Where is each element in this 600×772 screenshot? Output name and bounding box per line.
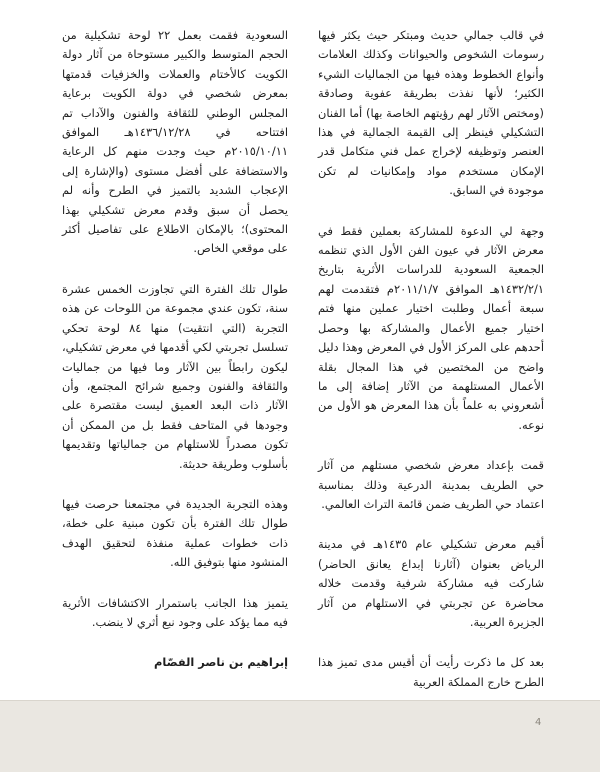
paragraph: السعودية فقمت بعمل ٢٢ لوحة تشكيلية من الحجم المتوسط والكبير مستوحاة من آثار دولة الكويت كالأختام والعملات والخزفيات قدمتها بمعرض شخصي في دولة الكويت برعاية المجلس الوطني للثقافة والفنون والآداب تم افتتاحه في ١٤٣٦/١٢/٢٨هـ الموافق ٢٠١٥/١٠/١١م حيث وجدت منهم كل الرعاية والاستضافة على أفضل مستوى (والإشارة إلى الإعجاب الشديد بالتميز في الطرح وأنه لم يحصل أن سبق وقدم معرض تشكيلي بهذا المحتوى)؛ بالإمكان الاطلاع على تفاصيل أكثر على موقعي الخاص. <box>62 28 288 256</box>
paragraph: يتميز هذا الجانب باستمرار الاكتشافات الأثرية فيه مما يؤكد على وجود نبع أثري لا ينضب. <box>62 595 288 629</box>
paragraph: بعد كل ما ذكرت رأيت أن أقيس مدى تميز هذا الطرح خارج المملكة العربية <box>318 655 544 689</box>
paragraph: طوال تلك الفترة التي تجاوزت الخمس عشرة سنة، تكون عندي مجموعة من اللوحات عن هذه التجربة (التي انتقيت) منها ٨٤ لوحة تحكي تسلسل تجربتي لكي أقدمها في معرض تشكيلي، ليكون رابطاً بين الآثار وما فيها من جماليات والثقافة والفنون وجميع شرائح المجتمع، وأن الآثار ذات البعد العميق ليست مقتصرة على وجودها في المتاحف فقط بل من الممكن أن تكون مصدراً للاستلهام من جمالياتها وتقديمها بأسلوب وطريقة حديثة. <box>62 281 288 471</box>
page-number: 4 <box>535 717 542 728</box>
page-footer <box>0 700 600 772</box>
paragraph: وهذه التجربة الجديدة في مجتمعنا حرصت فيها طوال تلك الفترة بأن تكون مبنية على خطة، ذات خطوات عملية منفذة لتحقيق الهدف المنشود منها بتوفيق الله. <box>62 496 288 570</box>
paragraph: قمت بإعداد معرض شخصي مستلهم من آثار حي الطريف بمدينة الدرعية وذلك بمناسبة اعتماد حي الطريف ضمن قائمة التراث العالمي. <box>318 458 544 511</box>
paragraph: أقيم معرض تشكيلي عام ١٤٣٥هـ في مدينة الرياض بعنوان (آثارنا إبداع يعانق الحاضر) شاركت فيه مشاركة شرفية وقدمت خلاله محاضرة عن تجربتي في الاستلهام من آثار الجزيرة العربية. <box>318 537 544 629</box>
paragraph: في قالب جمالي حديث ومبتكر حيث يكثر فيها رسومات الشخوص والحيوانات وكذلك العلامات وأنواع الخطوط وهذه فيها من الجماليات الشيء الكثير؛ لأنها نفذت بطريقة عفوية وصادقة (ومختص الآثار لهم رؤيتهم الخاصة بها) أما الفنان التشكيلي فينظر إلى القيمة الجمالية في هذا العنصر وتوظيفه لإخراج عمل فني متكامل قدر الإمكان مستخدم مواد وإمكانيات لم تكن موجودة في السابق. <box>318 28 544 198</box>
author-signature: إبراهيم بن ناصر الفصّام <box>154 655 288 670</box>
right-text-column <box>318 26 544 713</box>
left-text-column <box>62 26 288 694</box>
paragraph: وجهة لي الدعوة للمشاركة بعملين فقط في معرض الآثار في عيون الفن الأول الذي تنظمه الجمعية السعودية للدراسات الأثرية بتاريخ ١٤٣٢/٢/١هـ الموافق ٢٠١١/١/٧م فتقدمت لهم سبعة أعمال وطلبت اختيار عملين منها فتم اختيار جميع الأعمال والمشاركة بها وحصل أحدهم على المركز الأول في المعرض وهذا دليل واضح من المختصين في هذا المجال بقلة الأعمال المستلهمة من الآثار إضافة إلى ما أشعروني به علماً بأن هذا المعرض هو الأول من نوعه. <box>318 223 544 432</box>
